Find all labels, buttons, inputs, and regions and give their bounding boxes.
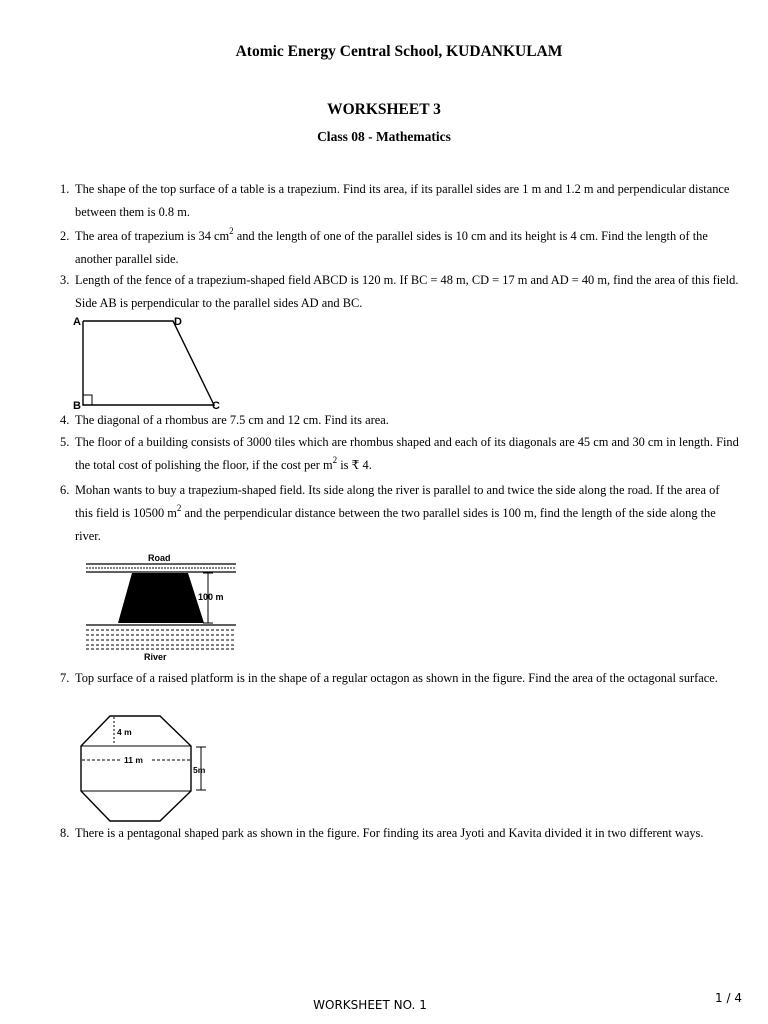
question-text-part: and the length of one of the parallel sides is 10 cm and its height is 4 cm. Find the length of the another parallel side. (75, 229, 708, 266)
question-text: The shape of the top surface of a table is a trapezium. Find its area, if its parallel sides are 1 m and 1.2 m and perpendicular distance between them is 0.8 m. (75, 182, 730, 219)
question-3 (60, 269, 740, 315)
right-angle-marker (83, 395, 92, 405)
question-number: 6. (60, 483, 70, 497)
question-text-part: Mohan wants to buy a trapezium-shaped field. Its side along the river is parallel to and twice the side along the road. If the area of this field is 10500 m (75, 483, 720, 520)
question-number: 2. (60, 229, 70, 243)
question-1 (60, 178, 740, 224)
question-5 (60, 431, 740, 477)
class-subtitle: Class 08 - Mathematics (317, 129, 451, 144)
question-text: There is a pentagonal shaped park as shown in the figure. For finding its area Jyoti and Kavita divided it in two different ways. (75, 826, 704, 840)
question-text-part: The floor of a building consists of 3000 tiles which are rhombus shaped and each of its diagonals are 45 cm and 30 cm in length. Find the total cost of polishing the floor, if the cost per m (75, 435, 739, 472)
vertex-label-b: B (73, 400, 81, 412)
field-figure (84, 551, 239, 663)
school-name: Atomic Energy Central School, KUDANKULAM (235, 43, 563, 60)
label-5m: 5m (193, 765, 206, 775)
trapezium-figure (72, 312, 232, 412)
question-4 (60, 409, 740, 432)
question-number: 4. (60, 413, 70, 427)
river-label: River (144, 652, 167, 662)
superscript: 2 (332, 455, 338, 465)
question-text: Length of the fence of a trapezium-shaped field ABCD is 120 m. If BC = 48 m, CD = 17 m and AD = 40 m, find the area of this field. Side AB is perpendicular to the parallel sides AD and BC. (75, 273, 739, 310)
question-text-part: and the perpendicular distance between the two parallel sides is 100 m, find the length of the side along the river. (75, 506, 716, 543)
road-label: Road (148, 553, 171, 563)
height-label: 100 m (198, 592, 224, 602)
superscript: 2 (176, 503, 182, 513)
question-text (75, 479, 740, 548)
vertex-label-c: C (212, 400, 220, 412)
field-shape (118, 573, 204, 623)
worksheet-title: WORKSHEET 3 (327, 101, 441, 118)
superscript: 2 (229, 226, 234, 236)
question-text (75, 225, 740, 271)
question-text: The diagonal of a rhombus are 7.5 cm and 12 cm. Find its area. (75, 413, 389, 427)
question-text-part: The area of trapezium is 34 cm (75, 229, 230, 243)
question-8 (60, 822, 740, 845)
question-6 (60, 479, 740, 548)
label-11m: 11 m (124, 755, 143, 765)
question-number: 1. (60, 182, 70, 196)
footer-text: WORKSHEET NO. 1 (313, 998, 427, 1012)
vertex-label-a: A (73, 316, 81, 328)
question-number: 3. (60, 273, 70, 287)
question-number: 7. (60, 671, 70, 685)
trapezium-outline (83, 321, 214, 405)
question-2 (60, 225, 740, 271)
question-7 (60, 667, 740, 690)
label-4m: 4 m (117, 727, 132, 737)
question-number: 8. (60, 826, 70, 840)
octagon-shape (81, 716, 191, 821)
question-number: 5. (60, 435, 70, 449)
vertex-label-d: D (174, 316, 182, 328)
question-text (75, 431, 740, 477)
question-text-part: is ₹ 4. (337, 458, 372, 472)
page-number: 1 / 4 (715, 991, 742, 1005)
octagon-figure (78, 714, 218, 824)
question-text: Top surface of a raised platform is in the shape of a regular octagon as shown in the figure. Find the area of the octagonal surface. (75, 671, 718, 685)
